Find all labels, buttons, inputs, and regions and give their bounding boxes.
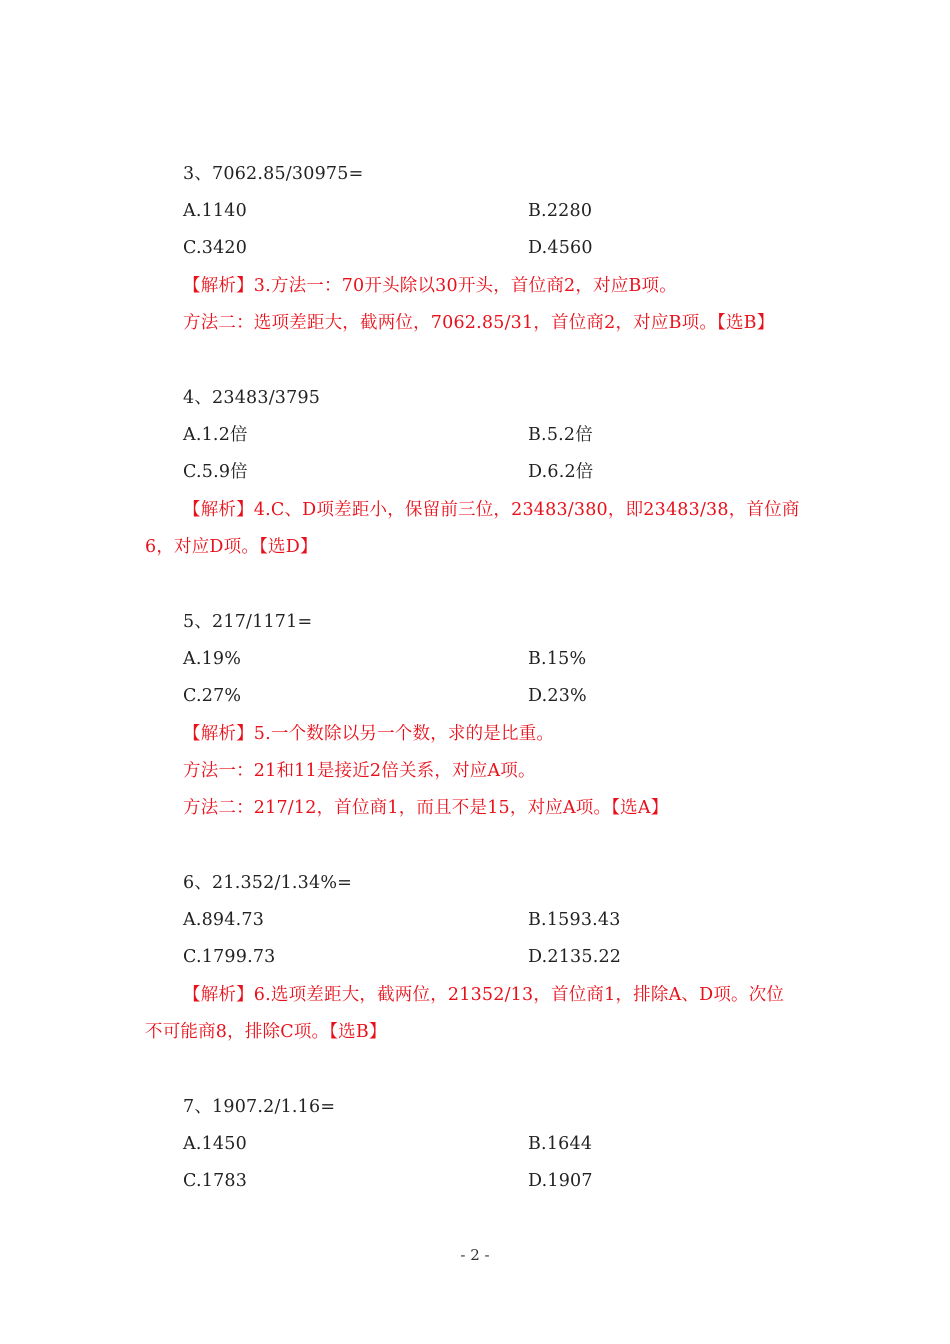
question-4-option-d: D.6.2倍 (528, 462, 594, 482)
question-6-analysis-line-2: 不可能商8，排除C项。【选B】 (145, 1022, 387, 1042)
question-5-analysis-line-2: 方法一：21和11是接近2倍关系，对应A项。 (183, 761, 536, 781)
question-4-option-c: C.5.9倍 (183, 462, 248, 482)
question-3-option-a: A.1140 (183, 201, 247, 221)
question-6-analysis-line-1: 【解析】6.选项差距大，截两位，21352/13，首位商1，排除A、D项。次位 (183, 985, 785, 1005)
question-5-option-a: A.19% (183, 649, 242, 669)
question-3-analysis-line-1: 【解析】3.方法一：70开头除以30开头，首位商2，对应B项。 (183, 276, 677, 296)
question-4-prompt: 4、23483/3795 (183, 388, 321, 408)
question-4-option-b: B.5.2倍 (528, 425, 593, 445)
question-6-option-c: C.1799.73 (183, 947, 276, 967)
question-3-analysis-line-2: 方法二：选项差距大，截两位，7062.85/31，首位商2，对应B项。【选B】 (183, 313, 775, 333)
question-7-prompt: 7、1907.2/1.16= (183, 1097, 336, 1117)
question-4-analysis-line-1: 【解析】4.C、D项差距小，保留前三位，23483/380，即23483/38，首位商 (183, 500, 800, 520)
question-6-prompt: 6、21.352/1.34%= (183, 873, 353, 893)
question-6-option-b: B.1593.43 (528, 910, 621, 930)
question-5-prompt: 5、217/1171= (183, 612, 313, 632)
question-4-option-a: A.1.2倍 (183, 425, 248, 445)
question-5-analysis-line-3: 方法二：217/12，首位商1，而且不是15，对应A项。【选A】 (183, 798, 669, 818)
question-3-option-d: D.4560 (528, 238, 593, 258)
page-number: - 2 - (460, 1246, 490, 1264)
question-6-option-d: D.2135.22 (528, 947, 622, 967)
question-4-analysis-line-2: 6，对应D项。【选D】 (145, 537, 318, 557)
question-3-option-b: B.2280 (528, 201, 593, 221)
question-3-option-c: C.3420 (183, 238, 248, 258)
question-7-option-a: A.1450 (183, 1134, 247, 1154)
question-7-option-b: B.1644 (528, 1134, 593, 1154)
question-5-option-b: B.15% (528, 649, 587, 669)
question-7-option-d: D.1907 (528, 1171, 593, 1191)
question-5-option-d: D.23% (528, 686, 587, 706)
question-5-analysis-line-1: 【解析】5.一个数除以另一个数，求的是比重。 (183, 724, 555, 744)
question-7-option-c: C.1783 (183, 1171, 248, 1191)
question-5-option-c: C.27% (183, 686, 242, 706)
question-6-option-a: A.894.73 (183, 910, 265, 930)
question-3-prompt: 3、7062.85/30975= (183, 164, 364, 184)
